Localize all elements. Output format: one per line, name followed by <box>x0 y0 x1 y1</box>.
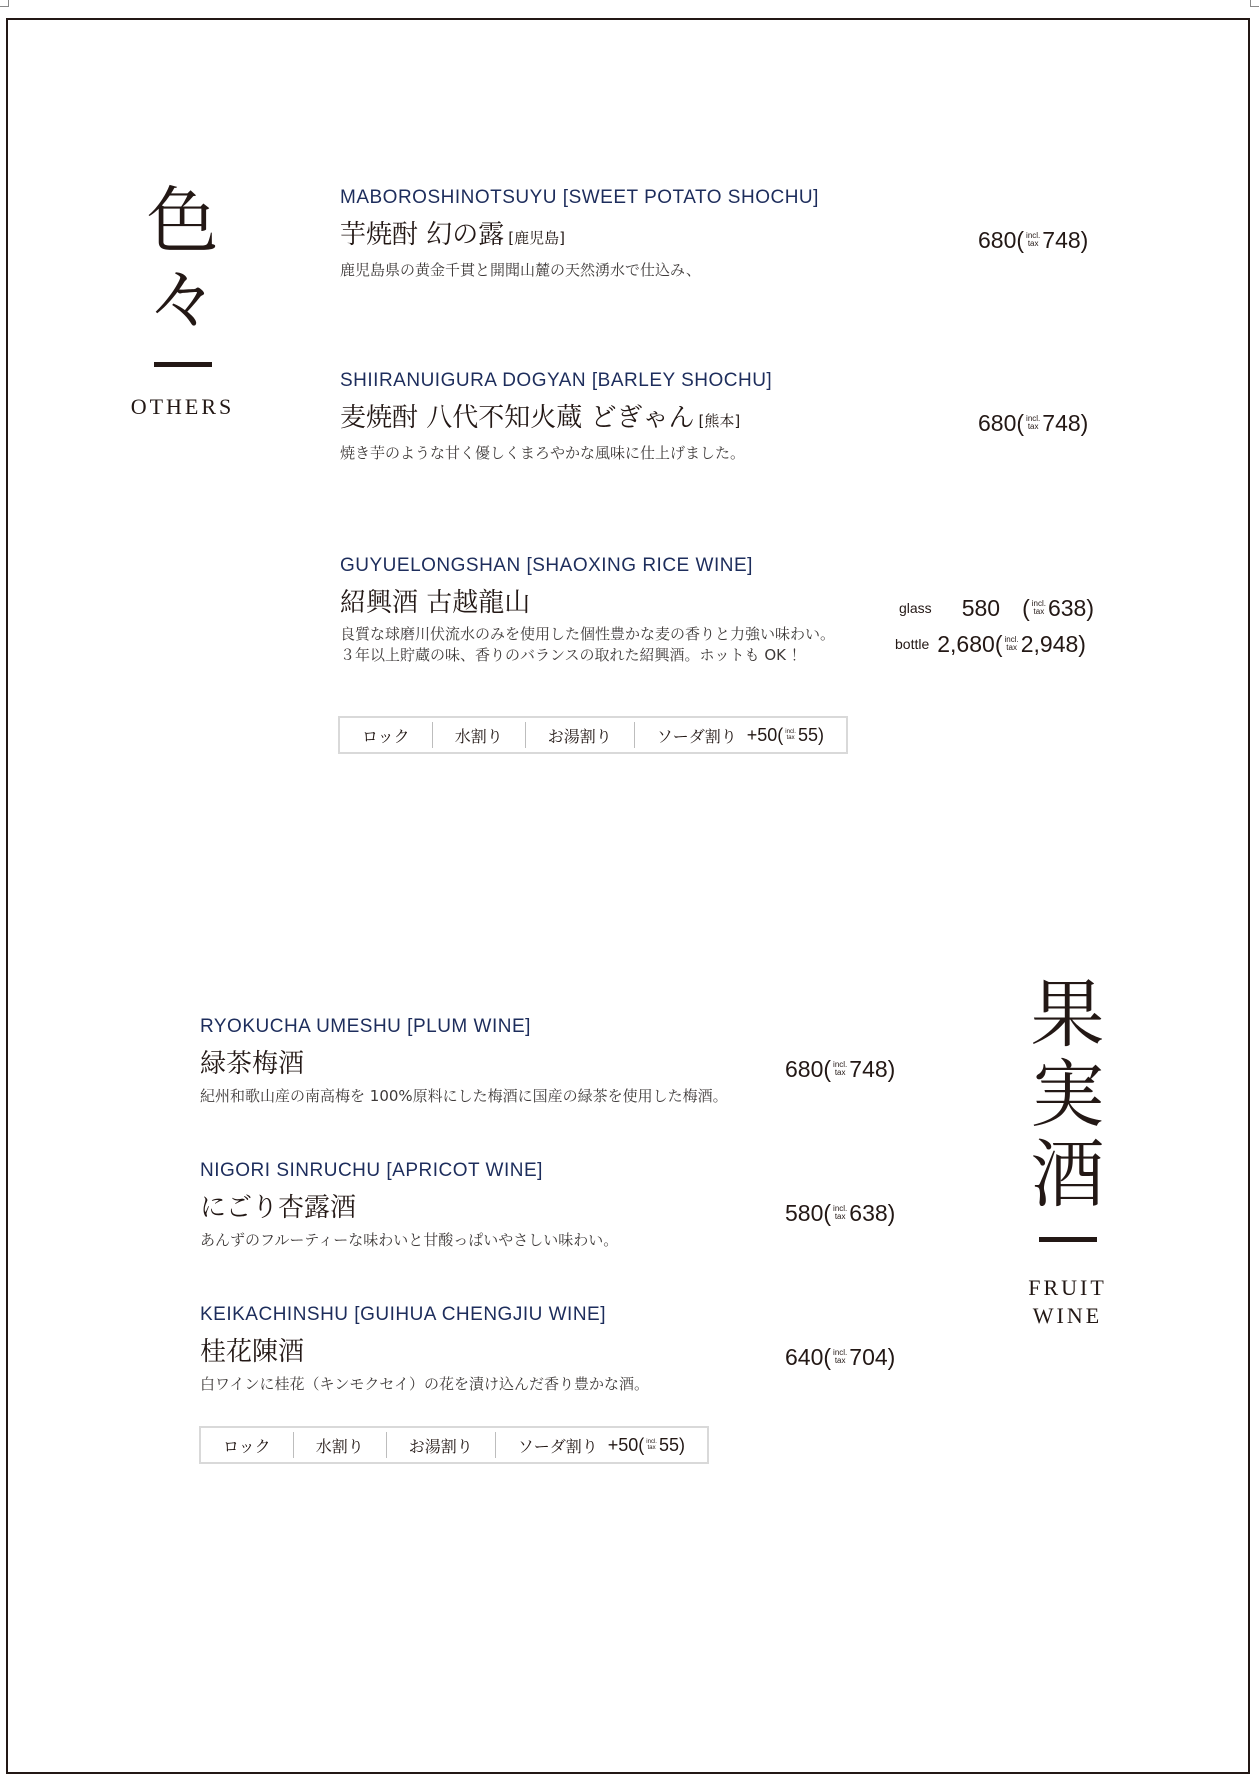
option-soda <box>496 1432 707 1458</box>
tax-label-bottom: tax <box>647 1445 656 1451</box>
menu-item-nigori-sinruchu <box>200 1159 618 1251</box>
price-value: 680 <box>978 227 1017 253</box>
paren-open: ( <box>1022 595 1030 621</box>
fruit-heading-bar <box>1039 1237 1097 1242</box>
option-water: 水割り <box>433 722 526 748</box>
tax-label <box>833 1349 847 1365</box>
fruit-heading-en: FRUIT WINE <box>1028 1275 1107 1328</box>
tax-label-top: incl. <box>785 729 796 735</box>
item-name-en: RYOKUCHA UMESHU [PLUM WINE] <box>200 1016 531 1037</box>
paren-open: ( <box>994 631 1003 657</box>
option-soda-label: ソーダ割り <box>517 1436 598 1456</box>
paren-open: ( <box>638 1434 645 1455</box>
option-hot-water: お湯割り <box>387 1432 496 1458</box>
item-name-jp <box>340 586 835 620</box>
item-name-jp-text: 桂花陳酒 <box>200 1337 305 1367</box>
crop-mark-left <box>0 0 9 7</box>
item-description: 紀州和歌山産の南高梅を 100%原料にした梅酒に国産の緑茶を使用した梅酒。 <box>200 1087 728 1105</box>
price-tax-value: 2,948 <box>1020 631 1079 657</box>
tax-label <box>833 1205 847 1221</box>
item-description <box>340 624 835 666</box>
price-value: 580 <box>785 1200 824 1226</box>
item-origin: [熊本] <box>698 412 741 430</box>
item-name-en: GUYUELONGSHAN [SHAOXING RICE WINE] <box>340 555 753 576</box>
option-soda-label: ソーダ割り <box>656 726 737 746</box>
paren-close: ) <box>1078 631 1086 657</box>
price-tax-value: 704 <box>849 1344 888 1370</box>
paren-close: ) <box>887 1056 896 1082</box>
tax-label-top: incl. <box>833 1204 848 1213</box>
tax-label-bottom: tax <box>1027 239 1039 248</box>
item-price <box>978 409 1088 437</box>
option-soda <box>635 722 846 748</box>
menu-item-ryokucha-umeshu <box>200 1015 728 1107</box>
item-name-en: KEIKACHINSHU [GUIHUA CHENGJIU WINE] <box>200 1304 606 1325</box>
item-name-jp-text: にごり杏露酒 <box>200 1193 357 1223</box>
others-kanji-2: 々 <box>146 257 219 341</box>
price-tax-value: 748 <box>1042 410 1081 436</box>
paren-close: ) <box>887 1344 896 1370</box>
paren-open: ( <box>823 1200 832 1226</box>
tax-label-top: incl. <box>1031 599 1046 608</box>
item-price <box>785 1199 895 1227</box>
price-value: 2,680 <box>937 631 995 657</box>
surcharge-value: +50 <box>607 1434 639 1455</box>
item-description: 鹿児島県の黄金千貫と開聞山麓の天然湧水で仕込み、 <box>340 261 701 279</box>
paren-open: ( <box>777 724 784 745</box>
price-value: 680 <box>785 1056 824 1082</box>
others-heading-en: OTHERS <box>130 394 235 419</box>
price-tax-value: 748 <box>849 1056 888 1082</box>
item-name-jp <box>200 1047 728 1081</box>
tax-label <box>785 729 796 741</box>
fruit-kanji-1: 果 <box>1030 972 1105 1058</box>
price-tax-value: 638 <box>1047 595 1087 621</box>
tax-label-top: incl. <box>646 1439 657 1445</box>
tax-label-top: incl. <box>833 1348 848 1357</box>
item-name-en: MABOROSHINOTSUYU [SWEET POTATO SHOCHU] <box>340 187 819 208</box>
item-description-line-2: ３年以上貯蔵の味、香りのバランスの取れた紹興酒。ホットも OK ！ <box>340 646 806 664</box>
option-water: 水割り <box>294 1432 387 1458</box>
paren-open: ( <box>1016 410 1025 436</box>
price-value: 580 <box>961 595 1001 621</box>
item-description: 白ワインに桂花（キンモクセイ）の花を漬け込んだ香り豊かな酒。 <box>200 1375 649 1393</box>
menu-item-keikachinshu <box>200 1303 649 1395</box>
tax-label-top: incl. <box>833 1060 848 1069</box>
paren-close: ) <box>1080 227 1089 253</box>
item-price <box>785 1343 895 1371</box>
paren-open: ( <box>1016 227 1025 253</box>
paren-close: ) <box>817 724 824 745</box>
tax-label <box>646 1439 657 1451</box>
item-name-jp-text: 麦焼酎 八代不知火蔵 どぎゃん <box>340 403 695 433</box>
item-name-en: NIGORI SINRUCHU [APRICOT WINE] <box>200 1160 543 1181</box>
others-kanji-title <box>115 179 250 341</box>
item-name-jp-text: 緑茶梅酒 <box>200 1049 305 1079</box>
option-soda-surcharge <box>608 1435 685 1456</box>
glass-label: glass <box>899 600 932 616</box>
paren-close: ) <box>1080 410 1089 436</box>
option-hot-water: お湯割り <box>526 722 635 748</box>
item-name-en: SHIIRANUIGURA DOGYAN [BARLEY SHOCHU] <box>340 370 773 391</box>
item-name-jp <box>340 401 772 438</box>
surcharge-value: +50 <box>746 724 778 745</box>
item-price <box>978 226 1088 254</box>
crop-mark-right <box>1250 0 1259 7</box>
tax-label <box>1026 232 1040 248</box>
option-rock: ロック <box>201 1432 294 1458</box>
bottle-label: bottle <box>895 636 930 652</box>
tax-label <box>1032 600 1046 616</box>
tax-label-top: incl. <box>1026 414 1041 423</box>
fruit-wine-section-heading <box>1010 972 1125 1330</box>
others-heading-bar <box>154 362 212 367</box>
item-name-jp <box>200 1191 618 1225</box>
fruit-kanji-title <box>1010 972 1125 1218</box>
menu-item-shiiranuigura <box>340 369 772 464</box>
menu-item-maboroshinotsuyu <box>340 186 819 281</box>
paren-close: ) <box>1086 595 1095 621</box>
tax-label-bottom: tax <box>834 1068 846 1077</box>
item-origin: [鹿児島] <box>508 229 565 247</box>
serving-options-fruit <box>199 1426 709 1464</box>
surcharge-tax-value: 55 <box>658 1434 679 1455</box>
item-name-jp-text: 紹興酒 古越龍山 <box>340 588 531 618</box>
item-name-jp <box>200 1335 649 1369</box>
item-name-jp <box>340 218 819 255</box>
tax-label-top: incl. <box>1004 635 1019 644</box>
tax-label <box>1004 636 1018 652</box>
tax-label-top: incl. <box>1026 231 1041 240</box>
item-name-jp-text: 芋焼酎 幻の露 <box>340 220 505 250</box>
paren-open: ( <box>823 1056 832 1082</box>
bottle-price <box>895 630 1086 658</box>
tax-label-bottom: tax <box>1027 422 1039 431</box>
price-value: 680 <box>978 410 1017 436</box>
item-description-line-1: 良質な球磨川伏流水のみを使用した個性豊かな麦の香りと力強い味わい。 <box>340 625 836 643</box>
price-tax-value: 638 <box>849 1200 888 1226</box>
tax-label-bottom: tax <box>786 735 795 741</box>
tax-label-bottom: tax <box>834 1356 846 1365</box>
tax-label-bottom: tax <box>834 1212 846 1221</box>
item-description: 焼き芋のような甘く優しくまろやかな風味に仕上げました。 <box>340 444 746 462</box>
others-section-heading <box>115 179 250 421</box>
price-value: 640 <box>785 1344 824 1370</box>
option-soda-surcharge <box>747 725 824 746</box>
option-rock: ロック <box>340 722 433 748</box>
item-price <box>785 1055 895 1083</box>
glass-price <box>899 594 1094 622</box>
tax-label <box>833 1061 847 1077</box>
fruit-kanji-3: 酒 <box>1030 1132 1105 1218</box>
paren-close: ) <box>887 1200 896 1226</box>
paren-open: ( <box>823 1344 832 1370</box>
others-kanji-1: 色 <box>146 179 219 263</box>
fruit-kanji-2: 実 <box>1030 1052 1105 1138</box>
serving-options-others <box>338 716 848 754</box>
tax-label-bottom: tax <box>1006 643 1017 652</box>
tax-label-bottom: tax <box>1033 607 1045 616</box>
menu-item-guyuelongshan <box>340 554 835 666</box>
paren-close: ) <box>678 1434 685 1455</box>
item-description: あんずのフルーティーな味わいと甘酸っぱいやさしい味わい。 <box>200 1231 619 1249</box>
price-tax-value: 748 <box>1042 227 1081 253</box>
surcharge-tax-value: 55 <box>797 724 818 745</box>
tax-label <box>1026 415 1040 431</box>
